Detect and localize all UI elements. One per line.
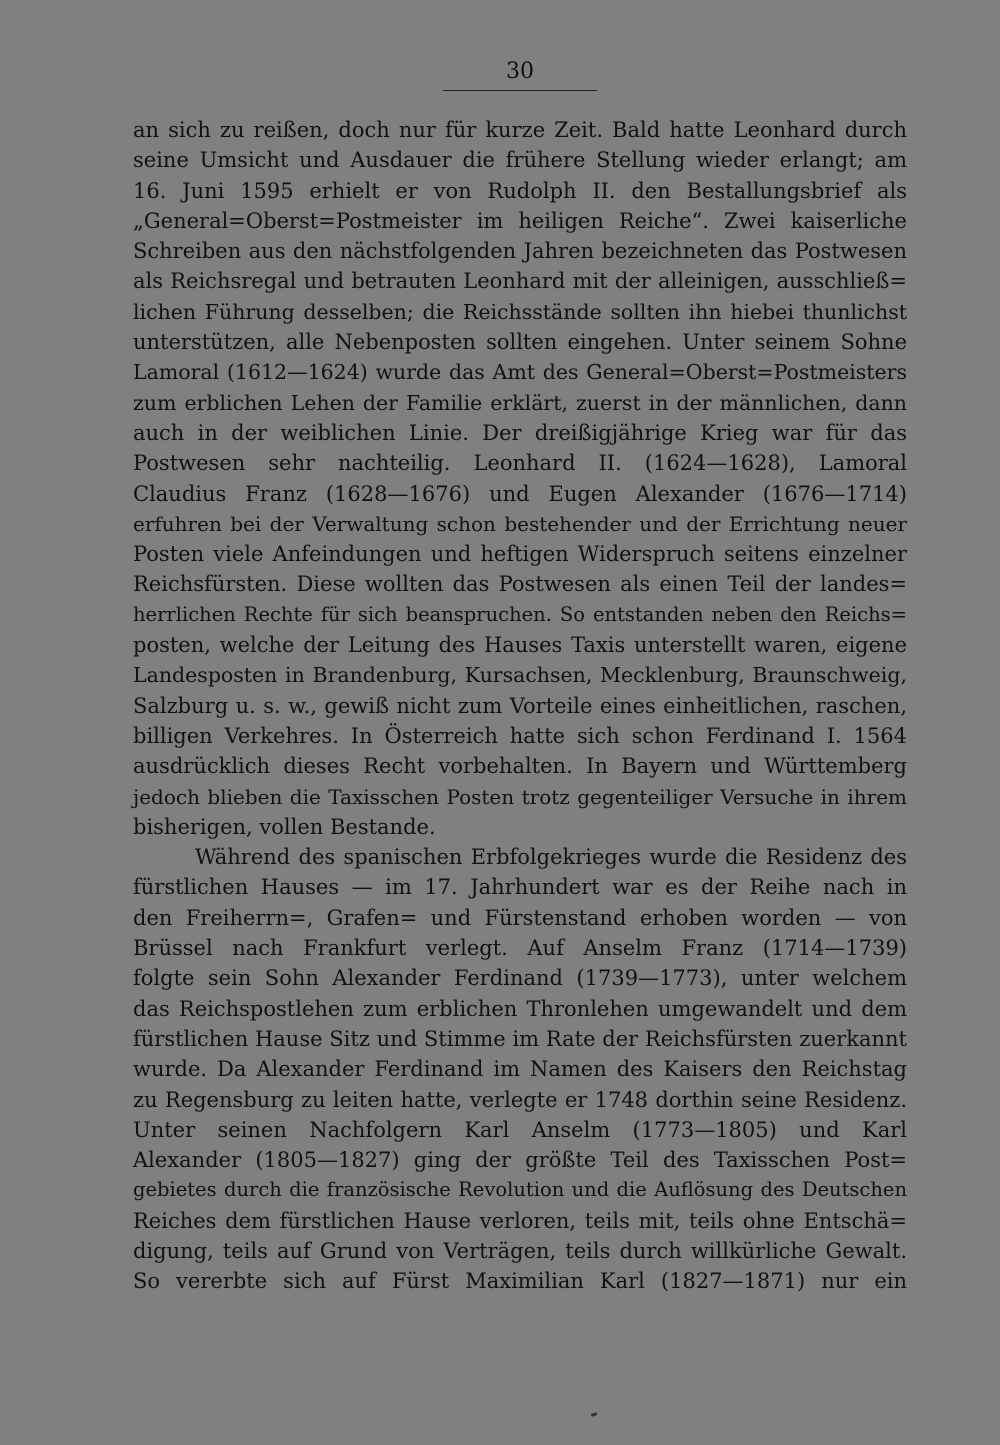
text-line: posten, welche der Leitung des Hauses Taxis unterstellt waren, eigene <box>133 633 907 658</box>
text-line: Schreiben aus den nächstfolgenden Jahren bezeichneten das Postwesen <box>133 239 907 264</box>
text-line: das Reichspostlehen zum erblichen Thronlehen umgewandelt und dem <box>133 996 907 1021</box>
text-line: als Reichsregal und betrauten Leonhard mit der alleinigen, ausschließ= <box>133 269 907 294</box>
text-line: erfuhren bei der Verwaltung schon bestehender und der Errichtung neuer <box>133 511 907 536</box>
text-line: So vererbte sich auf Fürst Maximilian Karl (1827—1871) nur ein <box>133 1269 907 1294</box>
text-line: seine Umsicht und Ausdauer die frühere Stellung wieder erlangt; am <box>133 148 907 173</box>
page-number: 30 <box>506 59 534 84</box>
paragraph-start-line: Während des spanischen Erbfolgekrieges wurde die Residenz des <box>195 845 907 870</box>
text-line: Postwesen sehr nachteilig. Leonhard II. (1624—1628), Lamoral <box>133 451 907 476</box>
text-line: wurde. Da Alexander Ferdinand im Namen des Kaisers den Reichstag <box>133 1057 907 1082</box>
text-line: Brüssel nach Frankfurt verlegt. Auf Anselm Franz (1714—1739) <box>133 936 907 961</box>
text-line: ausdrücklich dieses Recht vorbehalten. In Bayern und Württemberg <box>133 754 907 779</box>
text-line: herrlichen Rechte für sich beanspruchen. So entstanden neben den Reichs= <box>133 602 907 626</box>
text-line: auch in der weiblichen Linie. Der dreißigjährige Krieg war für das <box>133 420 907 445</box>
text-line: Alexander (1805—1827) ging der größte Teil des Taxisschen Post= <box>133 1148 907 1173</box>
text-line: bisherigen, vollen Bestande. <box>133 814 436 839</box>
text-line: an sich zu reißen, doch nur für kurze Zeit. Bald hatte Leonhard durch <box>133 118 907 142</box>
text-line: billigen Verkehres. In Österreich hatte sich schon Ferdinand I. 1564 <box>133 723 907 748</box>
text-line: Unter seinen Nachfolgern Karl Anselm (1773—1805) und Karl <box>133 1117 907 1142</box>
text-line: 16. Juni 1595 erhielt er von Rudolph II. den Bestallungsbrief als <box>133 178 907 203</box>
text-line: Claudius Franz (1628—1676) und Eugen Alexander (1676—1714) <box>133 481 907 506</box>
text-line: lichen Führung desselben; die Reichsstände sollten ihn hiebei thunlichst <box>133 299 907 324</box>
header-rule <box>443 90 597 91</box>
text-line: jedoch blieben die Taxisschen Posten trotz gegenteiliger Versuche in ihrem <box>133 784 907 809</box>
text-line: digung, teils auf Grund von Verträgen, teils durch willkürliche Gewalt. <box>133 1238 907 1263</box>
text-line: Reiches dem fürstlichen Hause verloren, teils mit, teils ohne Entschä= <box>133 1208 907 1233</box>
text-line: Landesposten in Brandenburg, Kursachsen, Mecklenburg, Braunschweig, <box>133 663 907 688</box>
print-speck <box>591 1412 598 1417</box>
text-line: fürstlichen Hause Sitz und Stimme im Rate der Reichsfürsten zuerkannt <box>133 1026 907 1051</box>
text-line: Posten viele Anfeindungen und heftigen Widerspruch seitens einzelner <box>133 542 907 567</box>
text-line: folgte sein Sohn Alexander Ferdinand (1739—1773), unter welchem <box>133 966 907 991</box>
text-line: zu Regensburg zu leiten hatte, verlegte er 1748 dorthin seine Residenz. <box>133 1087 907 1112</box>
text-line: gebietes durch die französische Revolution und die Auflösung des Deutschen <box>133 1178 907 1202</box>
text-line: Salzburg u. s. w., gewiß nicht zum Vorteile eines einheitlichen, raschen, <box>133 693 907 718</box>
text-line: den Freiherrn=, Grafen= und Fürstenstand erhoben worden — von <box>133 905 907 930</box>
text-line: unterstützen, alle Nebenposten sollten eingehen. Unter seinem Sohne <box>133 330 907 355</box>
text-line: „General=Oberst=Postmeister im heiligen Reiche“. Zwei kaiserliche <box>133 208 907 233</box>
text-line: fürstlichen Hauses — im 17. Jahrhundert war es der Reihe nach in <box>133 875 907 900</box>
body-text <box>133 115 907 1297</box>
text-line: zum erblichen Lehen der Familie erklärt, zuerst in der männlichen, dann <box>133 390 907 415</box>
text-line: Lamoral (1612—1624) wurde das Amt des General=Oberst=Postmeisters <box>133 360 907 385</box>
text-line: Reichsfürsten. Diese wollten das Postwesen als einen Teil der landes= <box>133 572 907 597</box>
